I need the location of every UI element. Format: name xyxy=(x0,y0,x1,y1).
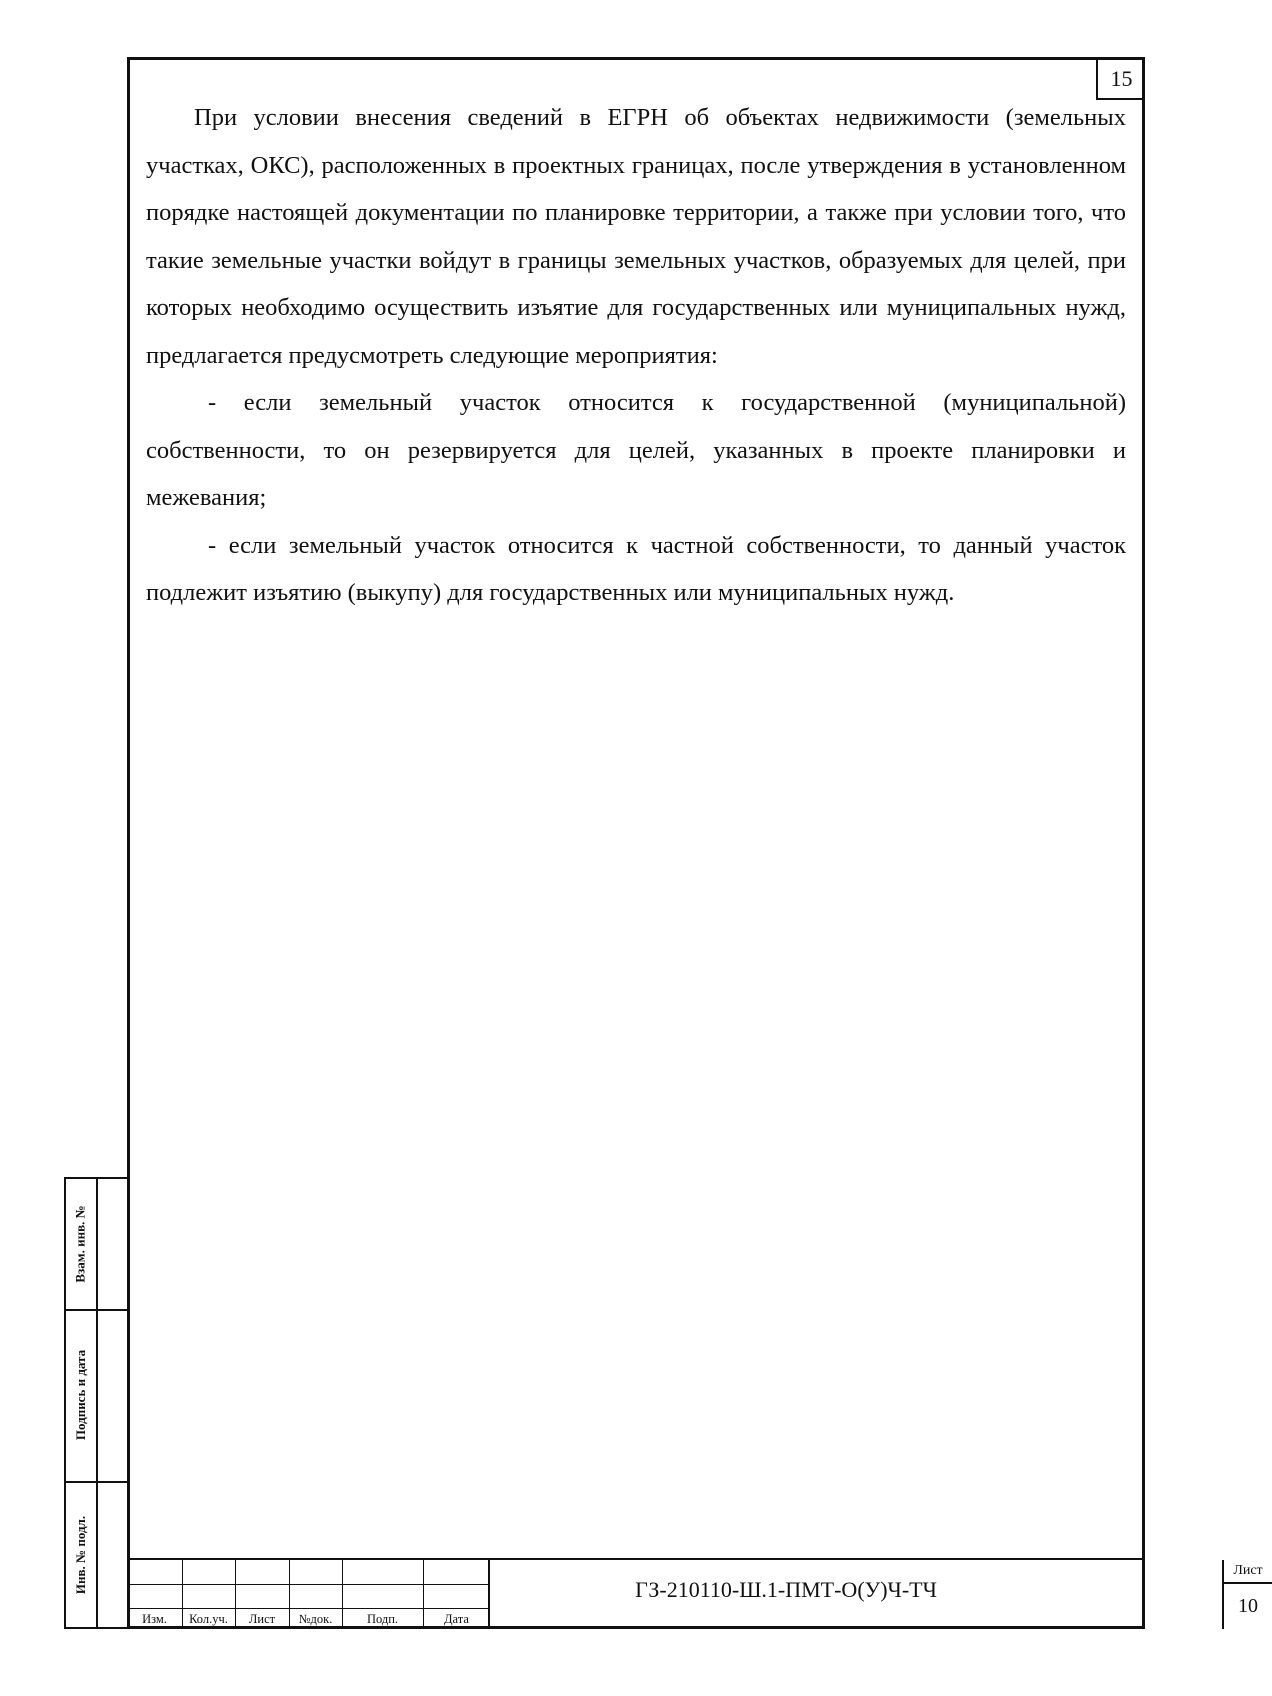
header-izm: Изм. xyxy=(142,1612,167,1626)
podpis-data-cell xyxy=(66,1309,96,1481)
vzam-inv-cell xyxy=(66,1179,96,1309)
revision-table xyxy=(127,1560,490,1629)
document-code: ГЗ-210110-Ш.1-ПМТ-О(У)Ч-ТЧ xyxy=(635,1577,937,1602)
header-list: Лист xyxy=(248,1612,276,1626)
header-kol-uch: Кол.уч. xyxy=(189,1612,228,1626)
header-podp: Подп. xyxy=(366,1612,399,1626)
side-stamp-divider xyxy=(96,1179,98,1627)
inv-podl-label: Инв. № подл. xyxy=(73,1515,89,1595)
header-data: Дата xyxy=(444,1612,469,1626)
page-number: 15 xyxy=(1096,60,1145,100)
sheet-number: 10 xyxy=(1238,1595,1258,1617)
paragraph-intro: При условии внесения сведений в ЕГРН об объектах недвижимости (земельных участках, ОКС), расположенных в проектных границах, после утверждения в установленном порядке настоящей документации по планировке территории, а также при условии того, что такие земельные участки войдут в границы земельных участков, образуемых для целей, при которых необходимо осуществить изъятие для государственных или муниципальных нужд, предлагается предусмотреть следующие мероприятия: xyxy=(146,104,1126,369)
sheet-label: Лист xyxy=(1224,1560,1272,1584)
header-ndok: №док. xyxy=(298,1612,333,1626)
podpis-data-label: Подпись и дата xyxy=(73,1349,88,1441)
inv-podl-cell xyxy=(66,1481,96,1629)
paragraph-item-state-property: - если земельный участок относится к государственной (муниципальной) собственности, то он резервируется для целей, указанных в проекте планировки и межевания; xyxy=(146,389,1126,511)
paragraph-item-private-property: - если земельный участок относится к частной собственности, то данный участок подлежит изъятию (выкупу) для государственных или муниципальных нужд. xyxy=(146,531,1126,606)
side-stamp xyxy=(64,1177,127,1629)
title-block xyxy=(127,1558,1263,1629)
vzam-inv-label: Взам. инв. № xyxy=(73,1205,89,1283)
sheet-box xyxy=(1222,1560,1272,1629)
document-body xyxy=(146,94,1126,617)
